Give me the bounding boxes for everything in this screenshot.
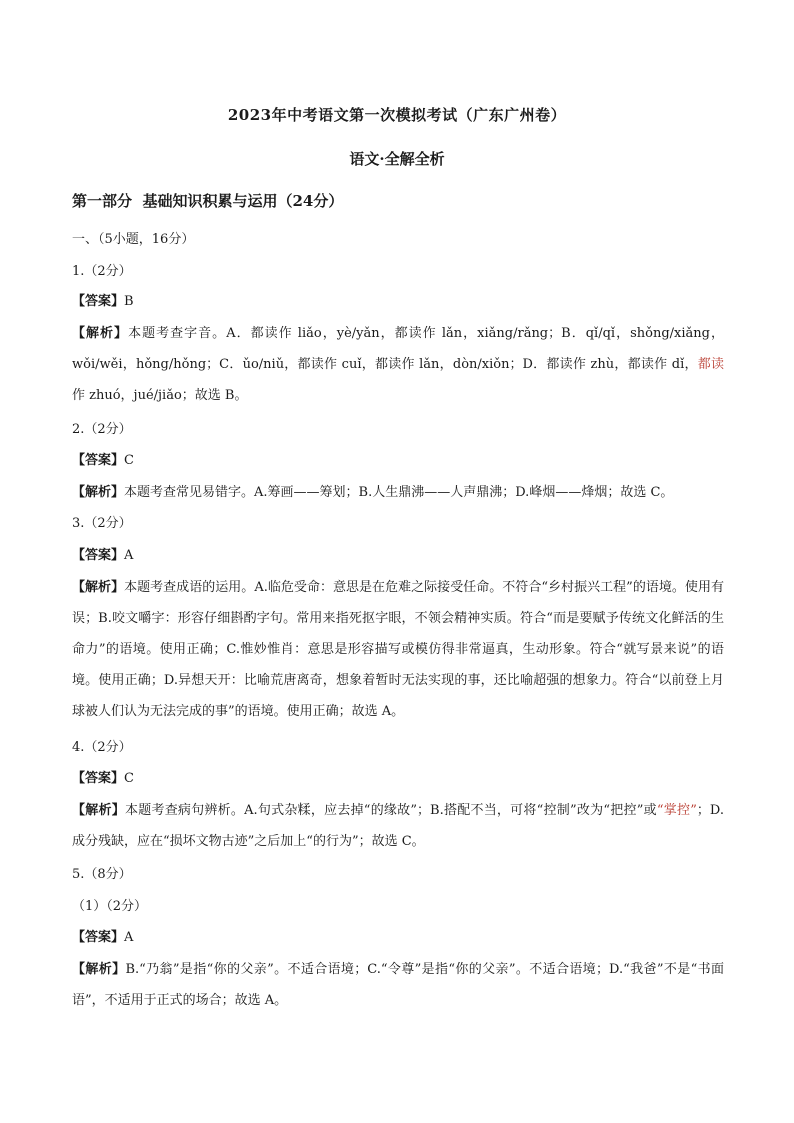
q3-analysis <box>72 572 724 727</box>
q2-analysis-text: 本题考查常见易错字。A.筹画——筹划；B.人生鼎沸——人声鼎沸；D.峰烟——烽烟；故选 C。 <box>124 485 674 500</box>
q4-analysis-text-b: “掌控” <box>656 803 697 818</box>
q1-number: 1.（2分） <box>72 264 132 279</box>
q1-analysis-text-a: 本题考查字音。A．都读作 liǎo，yè/yǎn，都读作 lǎn，xiǎng/rǎng；B．qǐ/qǐ，shǒng/xiǎng，wǒi/wěi，hǒng/hǒng；C．ǔo/niǔ，都读作 cuǐ，都读作 lǎn，dòn/xiǒn；D．都读作 zhù，都读作 dǐ， <box>72 326 724 372</box>
section-heading: 一、（5小题，16分） <box>72 232 195 247</box>
analysis-tag: 【解析】 <box>72 485 125 500</box>
q1-analysis <box>72 318 724 411</box>
q4-analysis-text-a: 本题考查病句辨析。A.句式杂糅，应去掉“的缘故”；B.搭配不当，可将“控制”改为“把控”或 <box>124 803 657 818</box>
q1-answer <box>72 293 134 311</box>
q4-answer <box>72 770 134 788</box>
answer-tag: 【答案】 <box>72 930 125 945</box>
q3-analysis-text: 本题考查成语的运用。A.临危受命：意思是在危难之际接受任命。不符合“乡村振兴工程”的语境。使用有误；B.咬文嚼字：形容仔细斟酌字句。常用来指死抠字眼，不领会精神实质。符合“而是要赋予传统文化鲜活的生命力”的语境。使用正确；C.惟妙惟肖：意思是形容描写或模仿得非常逼真，生动形象。符合“就写景来说”的语境。使用正确；D.异想天开：比喻荒唐离奇，想象着暂时无法实现的事，还比喻超强的想象力。符合“以前登上月球被人们认为无法完成的事”的语境。使用正确；故选 A。 <box>72 580 724 719</box>
answer-tag: 【答案】 <box>72 548 125 563</box>
q4-analysis-text-c: ；D.成分残缺，应在“损坏文物古迹”之后加上“的行为”；故选 C。 <box>72 803 724 849</box>
q4-analysis <box>72 795 724 857</box>
q3-answer-value: A <box>124 548 134 563</box>
q4-number: 4.（2分） <box>72 740 132 755</box>
q5-answer-value: A <box>124 930 134 945</box>
q5-analysis <box>72 954 724 1016</box>
q3-number: 3.（2分） <box>72 516 132 531</box>
part-heading: 第一部分 基础知识积累与运用（24分） <box>72 192 344 210</box>
q2-answer-value: C <box>124 453 134 468</box>
analysis-tag: 【解析】 <box>72 803 125 818</box>
answer-tag: 【答案】 <box>72 294 125 309</box>
q5-answer <box>72 929 133 947</box>
q1-analysis-text-b: 都读 <box>697 357 724 372</box>
q5-sub-number: （1）（2分） <box>72 899 148 914</box>
q2-answer <box>72 452 134 470</box>
document-title: 2023年中考语文第一次模拟考试（广东广州卷） <box>227 106 567 124</box>
q1-analysis-text-c: 作 zhuó，jué/jiǎo；故选 B。 <box>72 388 248 403</box>
answer-tag: 【答案】 <box>72 771 125 786</box>
q4-answer-value: C <box>124 771 134 786</box>
analysis-tag: 【解析】 <box>72 580 125 595</box>
q1-answer-value: B <box>124 294 134 309</box>
q2-analysis <box>72 477 724 508</box>
q5-analysis-text: B.“乃翁”是指“你的父亲”。不适合语境；C.“令尊”是指“你的父亲”。不适合语境；D.“我爸”不是“书面语”，不适用于正式的场合；故选 A。 <box>72 962 724 1008</box>
q3-answer <box>72 547 133 565</box>
document-subtitle: 语文·全解全析 <box>349 150 445 168</box>
answer-tag: 【答案】 <box>72 453 125 468</box>
analysis-tag: 【解析】 <box>72 326 129 341</box>
q5-number: 5.（8分） <box>72 867 132 882</box>
analysis-tag: 【解析】 <box>72 962 126 977</box>
q2-number: 2.（2分） <box>72 422 132 437</box>
